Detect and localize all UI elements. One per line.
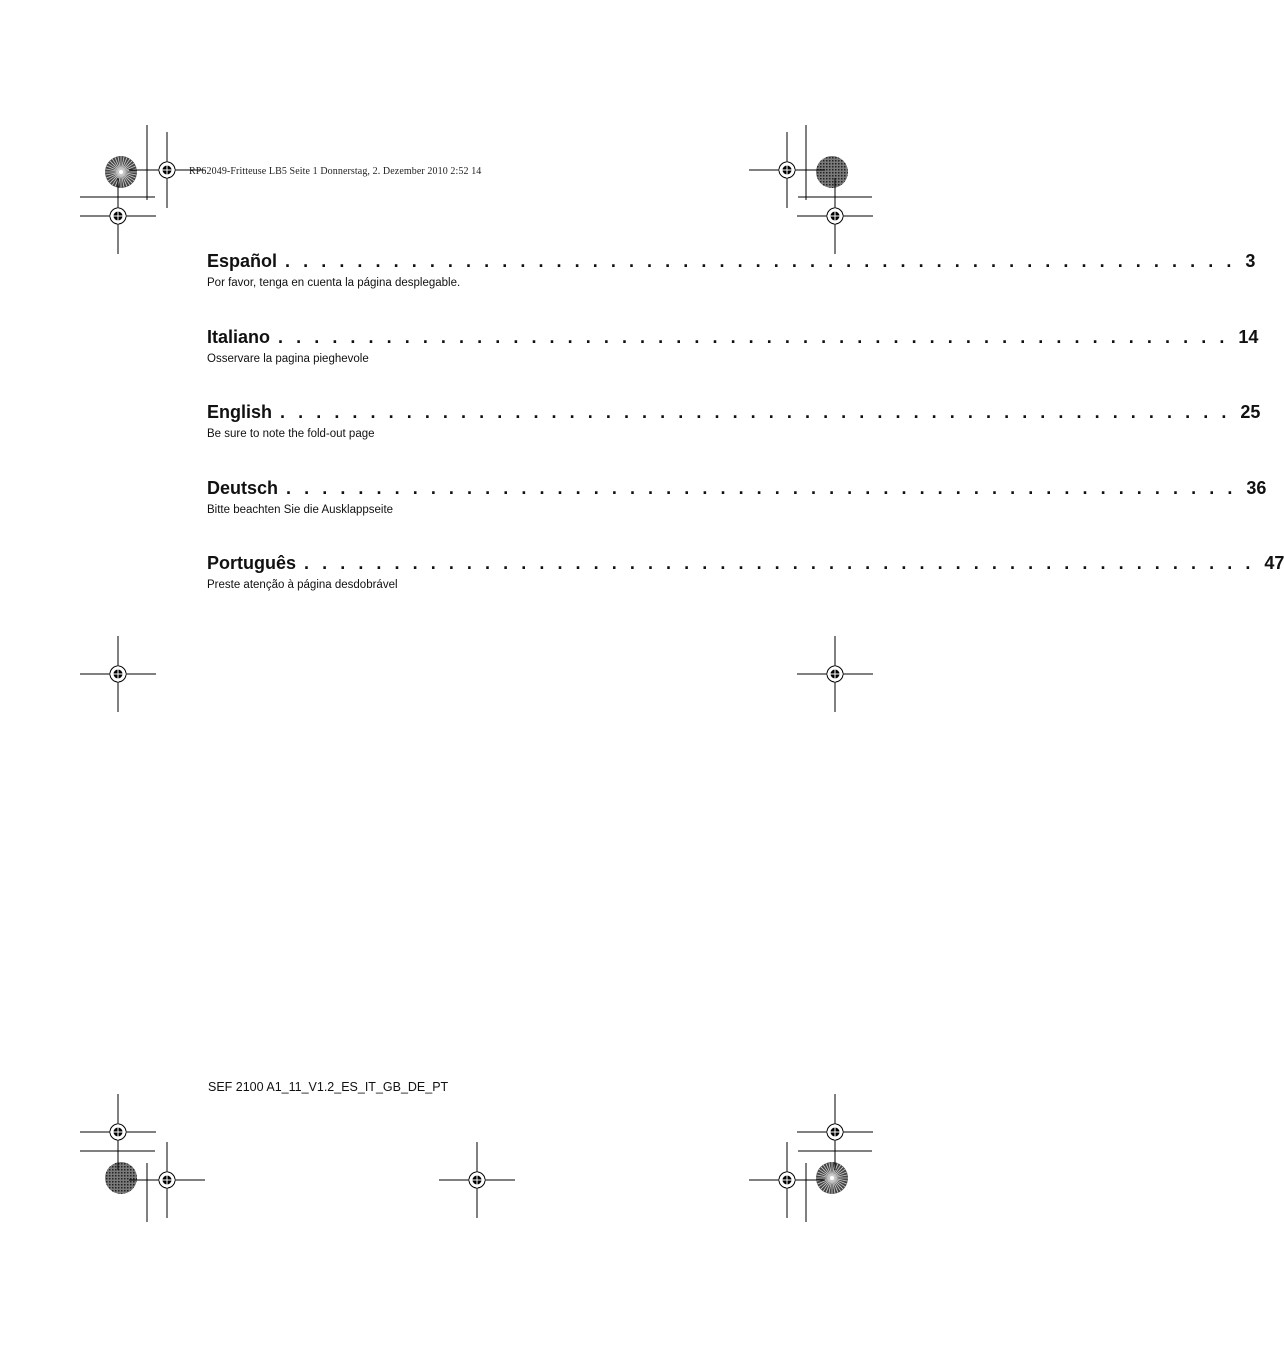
toc-note: Osservare la pagina pieghevole	[207, 352, 369, 365]
registration-crosshair-icon	[439, 1142, 515, 1218]
registration-star-icon	[105, 156, 137, 188]
toc-entry-english[interactable]	[207, 400, 1261, 476]
color-bar-dot-icon	[816, 156, 848, 188]
toc-note: Bitte beachten Sie die Ausklappseite	[207, 503, 394, 516]
toc-note: Be sure to note the fold-out page	[207, 428, 375, 440]
registration-crosshair-icon	[797, 178, 873, 254]
toc-entry-deutsch[interactable]	[207, 476, 1267, 552]
toc-entry-espanol[interactable]	[207, 249, 1256, 325]
table-of-contents	[207, 249, 1284, 627]
toc-page-number[interactable]: 14	[1238, 326, 1259, 347]
toc-leader-dots: . . . . . . . . . . . . . . . . . . . . . . . . . . . . . . . . . . . . . . . . . . . . . . . . . . . . .	[286, 477, 1237, 498]
toc-title[interactable]: English	[207, 402, 273, 422]
toc-note: Preste atenção à página desdobrável	[207, 579, 398, 591]
registration-crosshair-icon	[749, 1142, 825, 1218]
print-slug: RP62049-Fritteuse LB5 Seite 1 Donnerstag, 2. Dezember 2010 2:52 14	[189, 166, 482, 177]
registration-crosshair-icon	[80, 636, 156, 712]
registration-star-icon	[816, 1162, 848, 1194]
registration-crosshair-icon	[797, 636, 873, 712]
toc-title[interactable]: Italiano	[207, 326, 271, 347]
toc-leader-dots: . . . . . . . . . . . . . . . . . . . . . . . . . . . . . . . . . . . . . . . . . . . . . . . . . . . . .	[280, 402, 1231, 422]
registration-crosshair-icon	[80, 178, 156, 254]
toc-leader-dots: . . . . . . . . . . . . . . . . . . . . . . . . . . . . . . . . . . . . . . . . . . . . . . . . . . . . .	[278, 326, 1229, 347]
toc-page-number[interactable]: 47	[1264, 553, 1284, 573]
toc-note: Por favor, tenga en cuenta la página desplegable.	[207, 277, 461, 289]
toc-entry-portugues[interactable]	[207, 551, 1284, 627]
registration-crosshair-icon	[797, 1094, 873, 1170]
toc-leader-dots: . . . . . . . . . . . . . . . . . . . . . . . . . . . . . . . . . . . . . . . . . . . . . . . . . . . . .	[285, 251, 1236, 271]
color-bar-dot-icon	[105, 1162, 137, 1194]
toc-page-number[interactable]: 25	[1240, 402, 1261, 422]
registration-crosshair-icon	[80, 1094, 156, 1170]
document-code: SEF 2100 A1_11_V1.2_ES_IT_GB_DE_PT	[208, 1080, 449, 1094]
toc-title[interactable]: Português	[207, 553, 297, 573]
toc-page-number[interactable]: 36	[1246, 477, 1267, 498]
registration-crosshair-icon	[129, 1142, 205, 1218]
toc-page-number[interactable]: 3	[1245, 251, 1256, 271]
toc-leader-dots: . . . . . . . . . . . . . . . . . . . . . . . . . . . . . . . . . . . . . . . . . . . . . . . . . . . . .	[304, 553, 1255, 573]
toc-title[interactable]: Español	[207, 251, 278, 271]
toc-title[interactable]: Deutsch	[207, 477, 279, 498]
toc-entry-italiano[interactable]	[207, 325, 1259, 401]
